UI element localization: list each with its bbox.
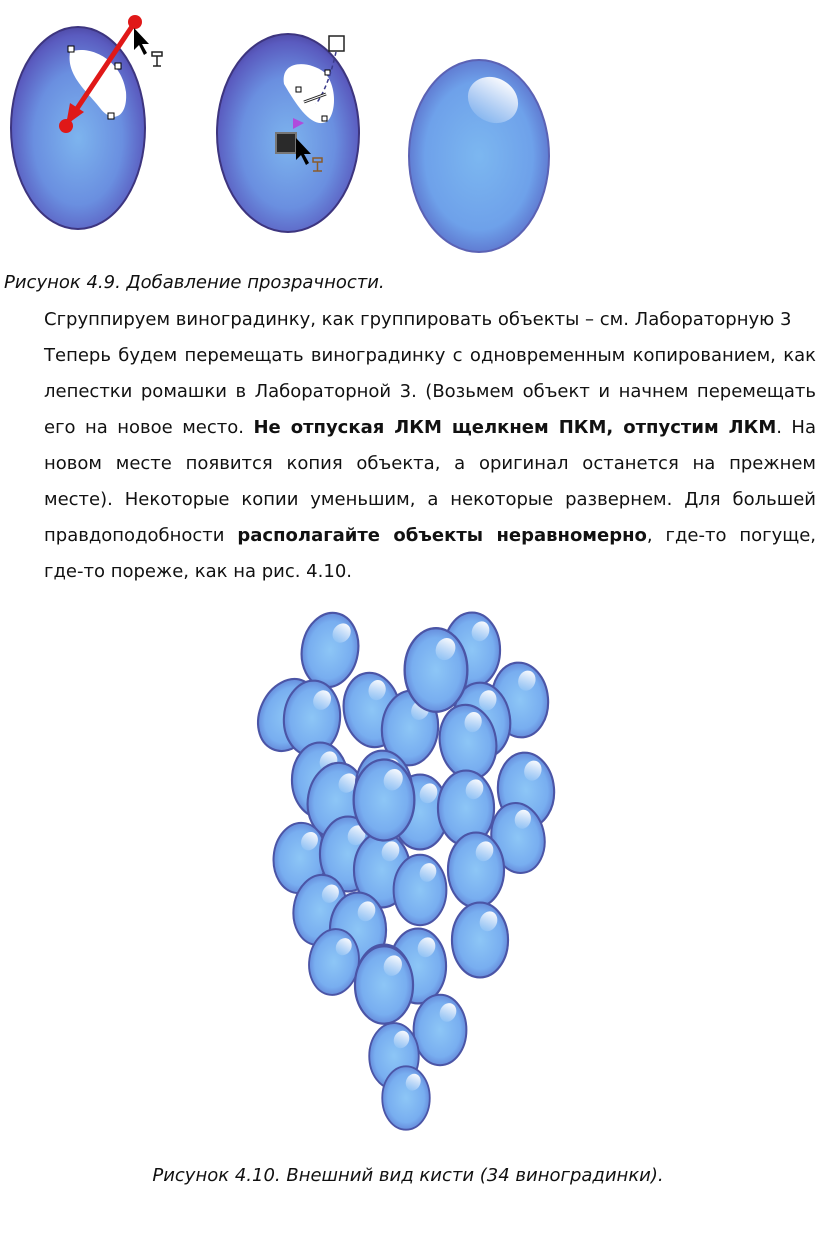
transparency-tool-icon — [152, 52, 162, 66]
grape — [394, 855, 447, 925]
arrow-start-handle-icon — [128, 15, 142, 29]
text-part-2: . На новом месте появится копия объекта, а оригинал останется на прежнем месте). Некоторые копии уменьшим, а некоторые развернем. Для большей правдоподобности — [44, 417, 816, 546]
text-part-3: , где-то погуще, где-то пореже, как на рис. 4.10. — [44, 525, 816, 582]
figure-4-10-caption: Рисунок 4.10. Внешний вид кисти (34 виноградинки). — [152, 1165, 664, 1186]
grape-final — [409, 60, 549, 252]
arrow-end-handle-icon — [59, 119, 73, 133]
grape-step-1 — [11, 15, 162, 229]
figure-4-9-caption: Рисунок 4.9. Добавление прозрачности. — [4, 272, 385, 293]
figure-4-9 — [0, 0, 816, 262]
text-bold-1: Не отпуская ЛКМ щелкнем ПКМ, отпустим ЛКМ — [253, 417, 777, 438]
grape — [448, 833, 504, 908]
grape-step-2 — [217, 34, 359, 232]
grape — [414, 995, 467, 1065]
grape — [452, 903, 508, 978]
text-bold-2: располагайте объекты неравномерно — [237, 525, 647, 546]
cursor-icon — [134, 28, 149, 55]
grape — [405, 628, 468, 712]
body-text — [44, 302, 816, 590]
paragraph-group: Сгруппируем виноградинку, как группировать объекты – см. Лабораторную 3 — [44, 309, 792, 330]
grape — [355, 946, 413, 1023]
figure-4-10-grape-bunch — [240, 596, 580, 1146]
paragraph-move-copy — [44, 338, 816, 590]
grape — [382, 1066, 430, 1129]
text-part-1: Теперь будем перемещать виноградинку с одновременным копированием, как лепестки ромашки в Лабораторной 3. (Возьмем объект и начнем перемещать его на новое место. — [44, 345, 816, 438]
grape — [354, 760, 415, 841]
